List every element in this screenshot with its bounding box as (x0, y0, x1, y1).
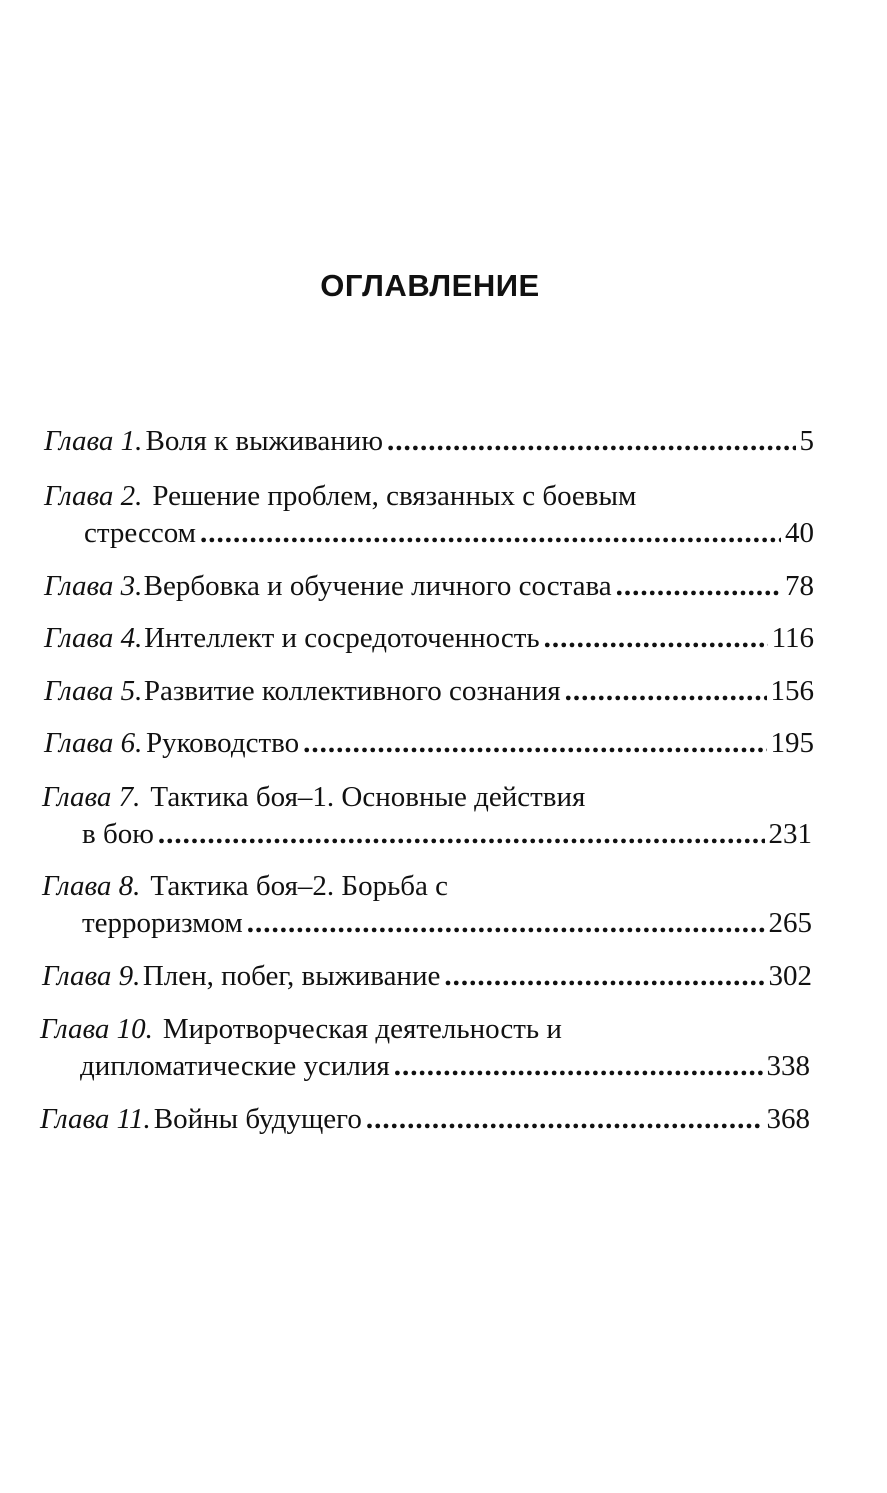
toc-entry-10-continuation[interactable] (80, 1050, 810, 1090)
page-number: 265 (768, 907, 812, 939)
chapter-title-continuation: в бою (82, 818, 154, 850)
chapter-title: Решение проблем, связанных с боевым (152, 480, 637, 512)
toc-entry-8-continuation[interactable] (82, 907, 812, 947)
chapter-title: Развитие коллективного сознания (143, 675, 561, 707)
page-number: 78 (785, 570, 814, 602)
chapter-title-continuation: стрессом (84, 517, 197, 549)
page-number: 5 (799, 425, 814, 457)
toc-entry-8[interactable] (42, 870, 812, 910)
page-number: 338 (766, 1050, 810, 1082)
toc-entry-9[interactable] (42, 960, 812, 1000)
chapter-title: Войны будущего (153, 1103, 362, 1135)
dot-leader (247, 907, 765, 940)
toc-entry-3[interactable] (44, 570, 814, 610)
chapter-label: Глава 10. (40, 1013, 153, 1045)
chapter-label: Глава 5. (44, 675, 143, 707)
dot-leader (387, 425, 796, 458)
toc-entry-6[interactable] (44, 727, 814, 767)
dot-leader (200, 517, 781, 550)
dot-leader (544, 622, 768, 655)
chapter-title: Плен, побег, выживание (142, 960, 441, 992)
dot-leader (158, 818, 765, 851)
dot-leader (444, 960, 764, 993)
chapter-title: Вербовка и обучение личного состава (143, 570, 612, 602)
dot-leader (366, 1103, 763, 1136)
toc-entry-11[interactable] (40, 1103, 810, 1143)
chapter-label: Глава 2. (44, 480, 143, 512)
toc-entry-5[interactable] (44, 675, 814, 715)
toc-entry-2[interactable] (44, 480, 814, 520)
page-number: 302 (768, 960, 812, 992)
toc-entry-7[interactable] (42, 781, 812, 821)
toc-entry-4[interactable] (44, 622, 814, 662)
page-title: ОГЛАВЛЕНИЕ (320, 268, 540, 303)
chapter-title: Тактика боя–1. Основные действия (150, 781, 586, 813)
dot-leader (616, 570, 781, 603)
chapter-title: Руководство (145, 727, 300, 759)
chapter-title: Миротворческая деятельность и (162, 1013, 562, 1045)
page-number: 368 (766, 1103, 810, 1135)
chapter-label: Глава 11. (40, 1103, 151, 1135)
dot-leader (394, 1050, 763, 1083)
chapter-title: Воля к выживанию (145, 425, 383, 457)
chapter-label: Глава 8. (42, 870, 141, 902)
page-number: 40 (785, 517, 814, 549)
dot-leader (303, 727, 766, 760)
chapter-title-continuation: дипломатические усилия (80, 1050, 390, 1082)
toc-entry-7-continuation[interactable] (82, 818, 812, 858)
chapter-label: Глава 6. (44, 727, 143, 759)
page-number: 156 (770, 675, 814, 707)
chapter-label: Глава 9. (42, 960, 141, 992)
toc-entry-10[interactable] (40, 1013, 810, 1053)
chapter-title-continuation: терроризмом (82, 907, 243, 939)
chapter-title: Тактика боя–2. Борьба с (150, 870, 449, 902)
chapter-label: Глава 3. (44, 570, 143, 602)
page-number: 231 (768, 818, 812, 850)
chapter-title: Интеллект и сосредоточенность (144, 622, 540, 654)
page-number: 195 (770, 727, 814, 759)
toc-entry-1[interactable] (44, 425, 814, 465)
toc-entry-2-continuation[interactable] (84, 517, 814, 557)
chapter-label: Глава 1. (44, 425, 143, 457)
page-number: 116 (771, 622, 814, 654)
chapter-label: Глава 7. (42, 781, 141, 813)
dot-leader (565, 675, 767, 708)
chapter-label: Глава 4. (44, 622, 143, 654)
